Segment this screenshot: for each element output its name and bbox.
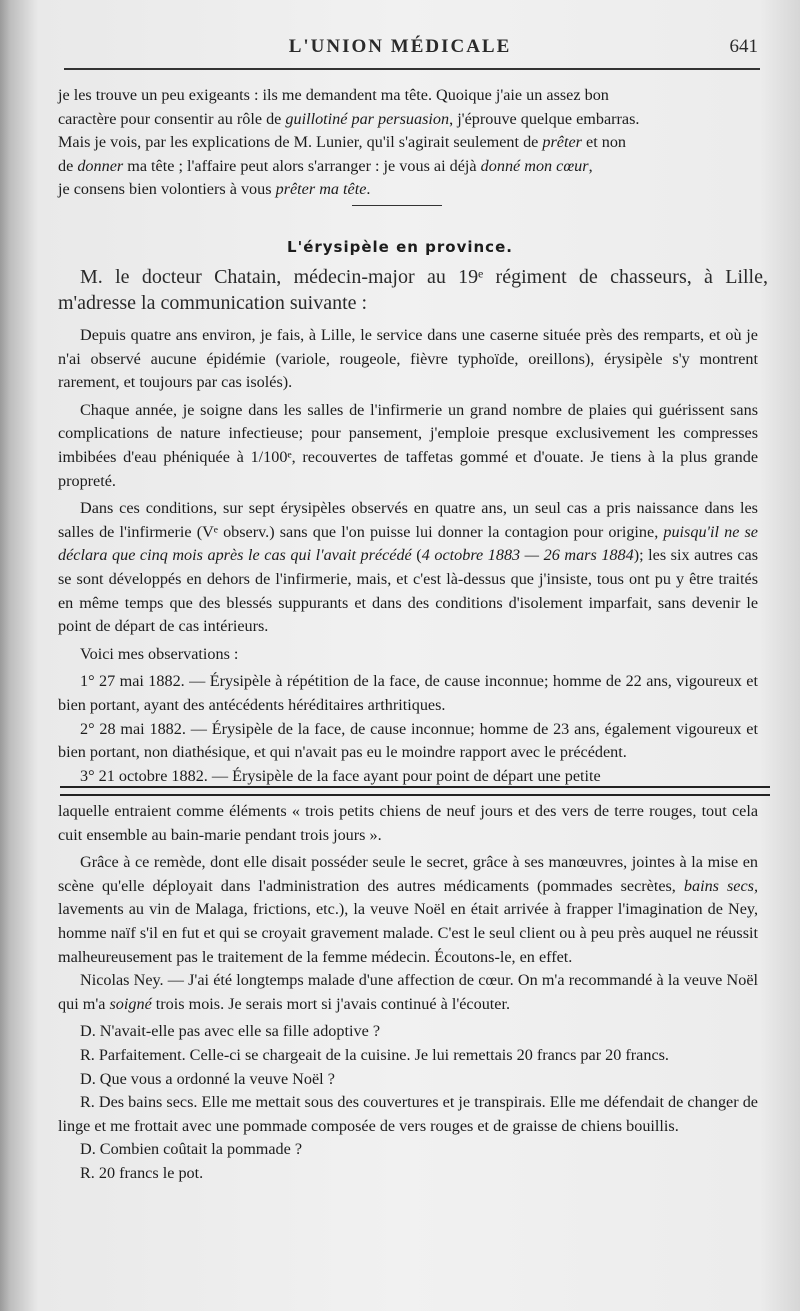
feuilleton-body [58, 800, 758, 1186]
article-paragraph: Chaque année, je soigne dans les salles de l'infirmerie un grand nombre de plaies qui guérissent sans complications de nature infectieuse; pour pansement, j'emploie presque exclusivement les compresses imbibées d'eau phéniquée à 1/100ᵉ, recouvertes de taffetas gommé et d'ouate. Je tiens à la plus grande propreté. [58, 400, 758, 490]
dialogue-answer: R. Des bains secs. Elle me mettait sous des couvertures et je transpirais. Elle me défendait de changer de linge et me frottait avec une pommade composée de vers rouges et de graisse de chiens bouillis. [58, 1093, 758, 1135]
intro-line: Mais je vois, par les explications de M. Lunier, qu'il s'agirait seulement de prêter et non [58, 133, 627, 152]
page-number: 641 [729, 36, 758, 57]
running-title: L'UNION MÉDICALE [288, 36, 512, 57]
intro-line: je consens bien volontiers à vous prêter ma tête. [58, 180, 371, 199]
lead-text: M. le docteur Chatain, médecin-major au 19ᵉ régiment de chasseurs, à Lille, m'adresse la communication suivante : [58, 266, 768, 314]
header-rule [64, 68, 760, 70]
lead-paragraph [58, 264, 768, 316]
feuilleton-paragraph: Nicolas Ney. — J'ai été longtemps malade d'une affection de cœur. On m'a recommandé à la veuve Noël qui m'a soigné trois mois. Je serais mort si j'avais continué à l'écouter. [58, 971, 758, 1013]
page-header [0, 32, 800, 62]
section-title: L'érysipèle en province. [287, 238, 513, 256]
article-body [58, 324, 758, 788]
article-paragraph: Depuis quatre ans environ, je fais, à Lille, le service dans une caserne située près des remparts, et où je n'ai observé aucune épidémie (variole, rougeole, fièvre typhoïde, oreillons), érysipèle s'y montrent rarement, et toujours par cas isolés). [58, 326, 758, 392]
observation-item: 1° 27 mai 1882. — Érysipèle à répétition de la face, de cause inconnue; homme de 22 ans, vigoureux et bien portant, ayant des antécédents héréditaires arthritiques. [58, 672, 758, 714]
section-separator [352, 205, 442, 206]
intro-line: je les trouve un peu exigeants : ils me demandent ma tête. Quoique j'aie un assez bon [58, 86, 609, 104]
observation-item: 3° 21 octobre 1882. — Érysipèle de la face ayant pour point de départ une petite [80, 766, 601, 785]
feuilleton-paragraph: laquelle entraient comme éléments « trois petits chiens de neuf jours et des vers de terre rouges, tout cela cuit ensemble au bain-marie pendant trois jours ». [58, 802, 758, 844]
feuilleton-rule [60, 786, 770, 796]
dialogue-answer: R. 20 francs le pot. [80, 1163, 204, 1182]
article-paragraph: Dans ces conditions, sur sept érysipèles observés en quatre ans, un seul cas a pris naissance dans les salles de l'infirmerie (Vᵉ observ.) sans que l'on puisse lui donner la contagion pour origine, puisqu'il ne se déclara que cinq mois après le cas qui l'avait précédé (4 octobre 1883 — 26 mars 1884); les six autres cas se sont développés en dehors de l'infirmerie, mais, et c'est là-dessus que j'insiste, tous ont pu y être traités en même temps que des blessés suppurants et dans des conditions d'isolement imparfait, sans devenir le point de départ de cas intérieurs. [58, 499, 759, 636]
observation-item: 2° 28 mai 1882. — Érysipèle de la face, de cause inconnue; homme de 23 ans, également vigoureux et bien portant, non diathésique, et qui n'avait pas eu le moindre rapport avec le précédent. [58, 719, 758, 762]
feuilleton-paragraph: Grâce à ce remède, dont elle disait posséder seule le secret, grâce à ses manœuvres, jointes à la mise en scène qu'elle déployait dans l'administration des autres médicaments (pommades secrètes, bains secs, lavements au vin de Malaga, frictions, etc.), la veuve Noël en était arrivée à frapper l'imagination de Ney, homme naïf s'il en fut et qui se croyait gravement malade. C'est le seul client ou à peu près auquel ne réussit malheureusement pas le traitement de la femme médecin. Écoutons-le, en effet. [58, 853, 759, 966]
dialogue-question: D. Que vous a ordonné la veuve Noël ? [80, 1069, 335, 1088]
dialogue-question: D. Combien coûtait la pommade ? [80, 1140, 303, 1159]
intro-line: de donner ma tête ; l'affaire peut alors s'arranger : je vous ai déjà donné mon cœur, [58, 156, 593, 175]
intro-text [58, 84, 758, 202]
dialogue-answer: R. Parfaitement. Celle-ci se chargeait de la cuisine. Je lui remettais 20 francs par 20 francs. [80, 1045, 669, 1064]
article-paragraph: Voici mes observations : [80, 644, 239, 663]
intro-line: caractère pour consentir au rôle de guillotiné par persuasion, j'éprouve quelque embarras. [58, 109, 640, 128]
dialogue-question: D. N'avait-elle pas avec elle sa fille adoptive ? [80, 1022, 380, 1041]
